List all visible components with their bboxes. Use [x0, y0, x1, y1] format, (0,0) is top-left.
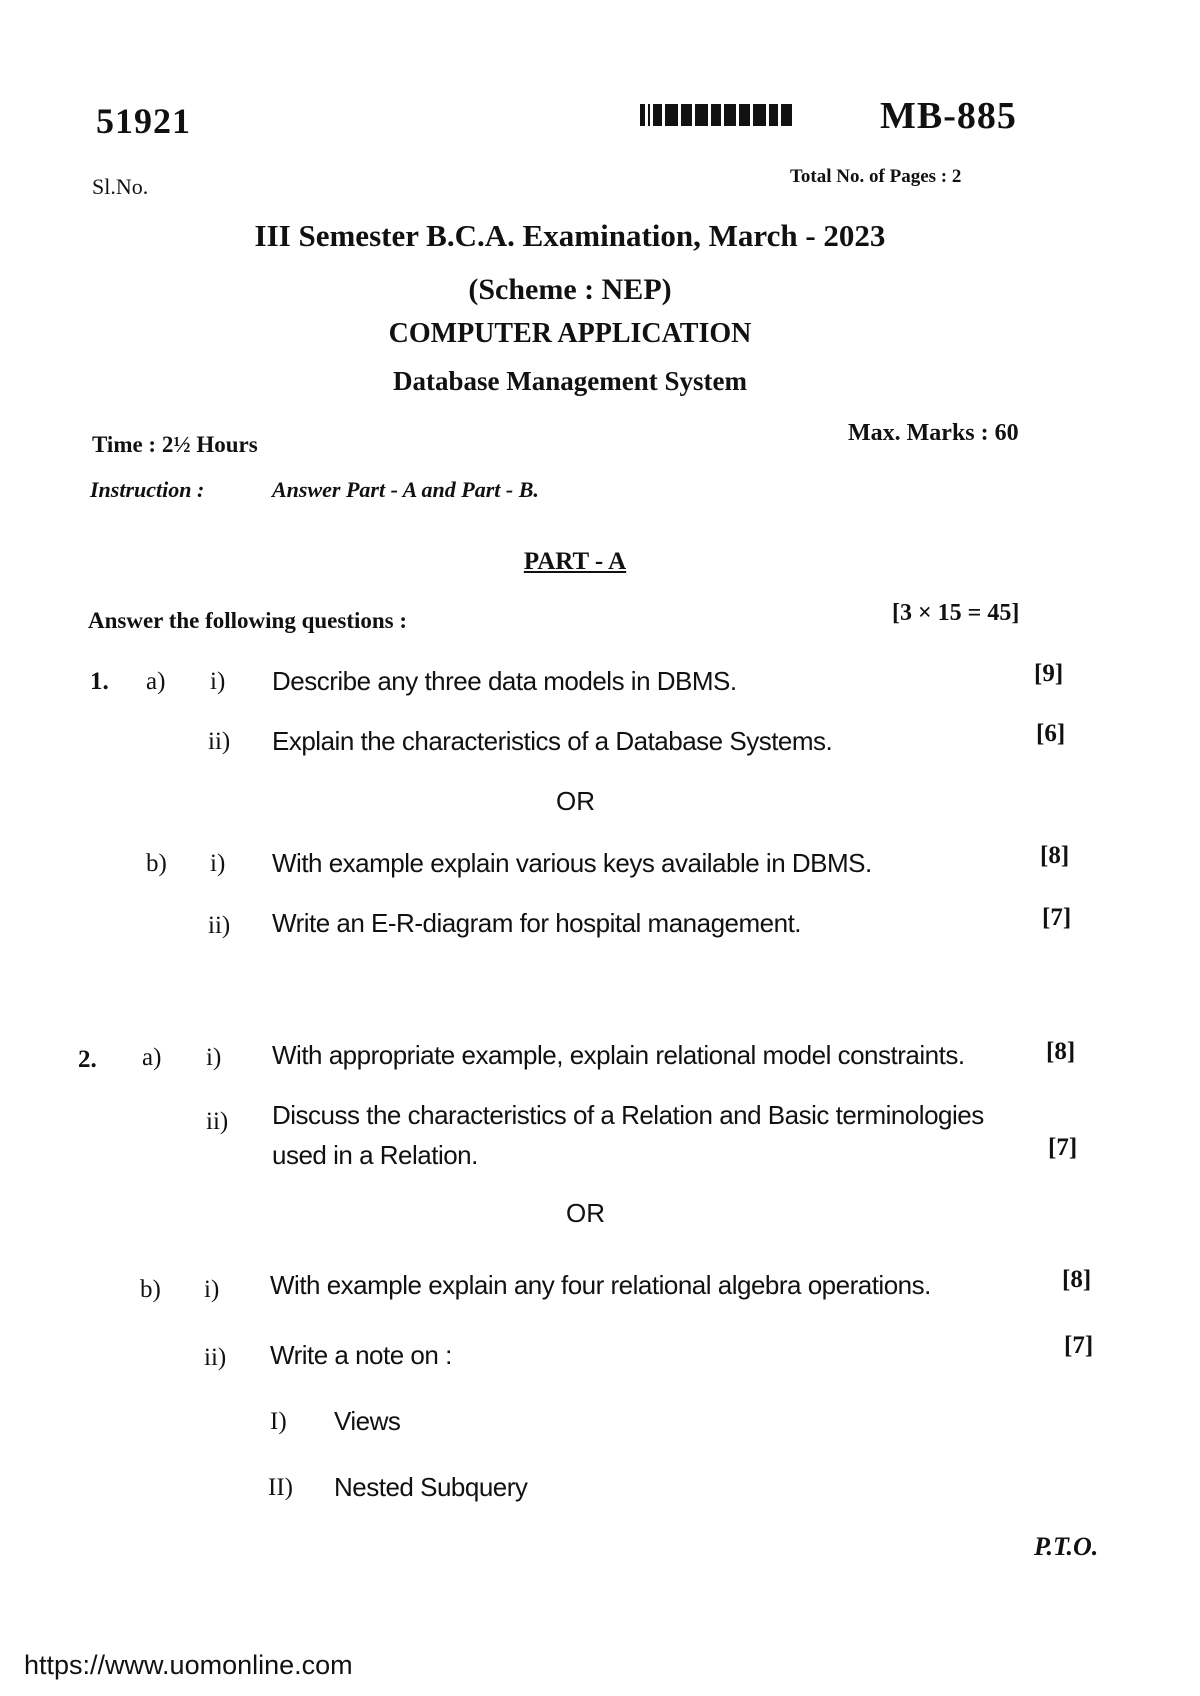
q2-a-ii-text-line1: Discuss the characteristics of a Relation and Basic terminologies	[272, 1100, 984, 1130]
q1-b-i-marks: [8]	[1040, 842, 1070, 869]
q2-a-i-marks: [8]	[1046, 1038, 1076, 1065]
q2-b-i-marks: [8]	[1062, 1266, 1092, 1293]
q1-number: 1.	[90, 668, 109, 695]
total-pages: Total No. of Pages : 2	[790, 166, 962, 187]
q1-a-ii-marks: [6]	[1036, 720, 1066, 747]
paper-code: MB-885	[880, 95, 1017, 137]
q1-a-ii-label: ii)	[208, 728, 231, 755]
exam-scheme: (Scheme : NEP)	[468, 273, 672, 306]
q2-b-ii-text: Write a note on :	[270, 1340, 452, 1370]
q2-a-label: a)	[142, 1044, 162, 1071]
q1-b-ii-label: ii)	[208, 912, 231, 939]
q2-b-label: b)	[140, 1276, 161, 1303]
q1-b-ii-marks: [7]	[1042, 904, 1072, 931]
q2-note-2-text: Nested Subquery	[334, 1472, 528, 1502]
q2-note-1-label: I)	[270, 1408, 287, 1435]
q2-number: 2.	[78, 1046, 97, 1073]
exam-paper: Database Management System	[393, 366, 747, 396]
part-a-heading: PART - A	[523, 548, 627, 575]
q2-a-ii-marks: [7]	[1048, 1134, 1078, 1161]
code-number: 51921	[96, 101, 191, 141]
source-url: https://www.uomonline.com	[24, 1650, 353, 1680]
q2-or-divider: OR	[566, 1198, 605, 1228]
max-marks: Max. Marks : 60	[848, 420, 1019, 446]
q2-a-ii-label: ii)	[206, 1108, 229, 1135]
q2-a-i-label: i)	[206, 1044, 222, 1071]
q2-b-ii-marks: [7]	[1064, 1332, 1094, 1359]
q2-note-1-text: Views	[334, 1406, 401, 1436]
q1-a-i-text: Describe any three data models in DBMS.	[272, 666, 737, 696]
q2-b-ii-label: ii)	[204, 1344, 227, 1371]
instruction-text: Answer Part - A and Part - B.	[272, 477, 539, 502]
exam-time: Time : 2½ Hours	[92, 432, 258, 457]
q1-a-i-marks: [9]	[1034, 660, 1064, 687]
exam-subject: COMPUTER APPLICATION	[388, 318, 752, 349]
q2-b-i-label: i)	[204, 1276, 220, 1303]
q1-b-i-text: With example explain various keys available in DBMS.	[272, 848, 872, 878]
barcode	[640, 104, 792, 126]
part-a-directive: Answer the following questions :	[88, 608, 408, 633]
pto-marker: P.T.O.	[1034, 1532, 1099, 1561]
q2-a-i-text: With appropriate example, explain relational model constraints.	[272, 1040, 965, 1070]
instruction-label: Instruction :	[90, 477, 205, 502]
q1-b-i-label: i)	[210, 850, 226, 877]
part-a-directive-marks: [3 × 15 = 45]	[892, 600, 1020, 626]
q1-a-ii-text: Explain the characteristics of a Database Systems.	[272, 726, 833, 756]
exam-title: III Semester B.C.A. Examination, March - 2023	[254, 218, 886, 253]
q2-b-i-text: With example explain any four relational algebra operations.	[270, 1270, 931, 1300]
sl-no-label: Sl.No.	[92, 174, 149, 199]
q1-b-label: b)	[146, 850, 167, 877]
q1-a-label: a)	[146, 668, 166, 695]
q1-or-divider: OR	[556, 786, 595, 816]
q1-b-ii-text: Write an E-R-diagram for hospital management.	[272, 908, 802, 938]
q2-note-2-label: II)	[268, 1474, 293, 1501]
q2-a-ii-text-line2: used in a Relation.	[272, 1140, 478, 1170]
q1-a-i-label: i)	[210, 668, 226, 695]
